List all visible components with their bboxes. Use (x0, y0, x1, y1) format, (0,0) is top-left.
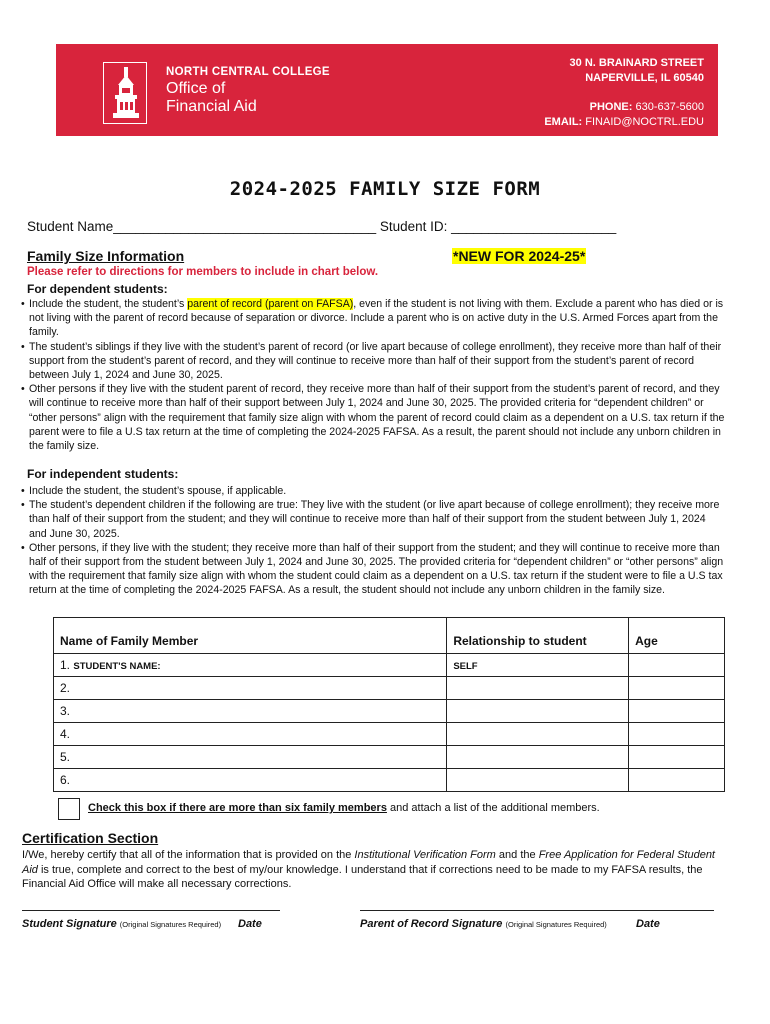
email-label: EMAIL: (544, 116, 583, 128)
relationship-cell[interactable] (447, 677, 629, 700)
address-line-1: 30 N. BRAINARD STREET (569, 57, 704, 69)
checkbox-label-rest: and attach a list of the additional members. (386, 802, 600, 814)
address-line-2: NAPERVILLE, IL 60540 (585, 72, 704, 84)
row-label: STUDENT'S NAME: (73, 661, 161, 672)
form-title: 2024-2025 FAMILY SIZE FORM (229, 178, 541, 200)
name-cell[interactable]: 5. (54, 746, 447, 769)
age-cell[interactable] (629, 677, 725, 700)
cert-text: I/We, hereby certify that all of the information that is provided on the (22, 849, 355, 861)
office-address (570, 56, 704, 86)
office-contact (544, 100, 704, 130)
dependent-list (21, 297, 726, 453)
highlight-parent-of-record: parent of record (parent on FAFSA) (187, 298, 354, 310)
phone-line (544, 100, 704, 115)
name-cell[interactable]: 4. (54, 723, 447, 746)
phone-label: PHONE: (589, 101, 633, 113)
relationship-cell[interactable] (447, 654, 629, 677)
checkbox-label-bold: Check this box if there are more than six family members (88, 802, 387, 814)
name-cell[interactable]: 3. (54, 700, 447, 723)
directions-note: Please refer to directions for members to include in chart below. (27, 266, 379, 278)
family-members-table (53, 617, 725, 792)
dependent-heading: For dependent students: (27, 282, 168, 296)
college-logo (103, 62, 147, 124)
name-cell[interactable] (54, 654, 447, 677)
age-cell[interactable] (629, 746, 725, 769)
name-cell[interactable]: 2. (54, 677, 447, 700)
age-cell[interactable] (629, 654, 725, 677)
dependent-bullet-2: • The student’s siblings if they live with the student’s parent of record (or live apart because of college enrollment), they receive more than half of their support from the student’s parent of record, and they will continue to receive more than half of their support from the student’s parent of record between July 1, 2024 and June 30, 2025. (21, 340, 726, 383)
office-line-1: Office of (166, 80, 226, 97)
col-relationship-header: Relationship to student (447, 618, 629, 654)
phone-number: 630-637-5600 (635, 101, 704, 113)
student-signature-text: Student Signature (22, 918, 117, 930)
age-cell[interactable] (629, 700, 725, 723)
row-number: 1. (60, 658, 71, 672)
parent-signature-line[interactable] (360, 910, 714, 911)
relationship-cell[interactable] (447, 746, 629, 769)
signature-note: (Original Signatures Required) (119, 920, 222, 929)
bullet-text: Include the student, the student’s (29, 298, 188, 310)
table-row (54, 700, 725, 723)
cert-form-name: Institutional Verification Form (354, 849, 496, 861)
new-badge: *NEW FOR 2024-25* (453, 248, 586, 264)
independent-bullet-1: • Include the student, the student’s spouse, if applicable. (21, 484, 726, 498)
student-signature-label (22, 918, 221, 930)
checkbox-label (88, 802, 600, 814)
table-row (54, 723, 725, 746)
independent-bullet-3: • Other persons, if they live with the student; they receive more than half of their support from the student; and they will continue to receive more than half of their support from the student between July 1, 2024 and June 30, 2025. The provided criteria for “dependent children” or “other persons” align with the requirement that family size align with whom the student could claim as a dependent on a U.S. tax return if the student were to file a U.S tax return at the time of completing the 2024-2025 FAFSA. As a result, the student should not include any unborn children in the family size. (21, 541, 726, 598)
cert-text: is true, complete and correct to the best of my/our knowledge. I understand that if corrections need to be made to my FAFSA results, the Financial Aid Office will make all necessary corrections. (22, 863, 703, 890)
certification-heading: Certification Section (22, 830, 159, 846)
name-cell[interactable]: 6. (54, 769, 447, 792)
parent-signature-text: Parent of Record Signature (360, 918, 503, 930)
more-members-checkbox[interactable] (58, 798, 80, 820)
age-cell[interactable] (629, 769, 725, 792)
student-date-label: Date (238, 918, 262, 930)
bullet-text: , even if the student is not living with them. Exclude a parent who has died or is not living with the parent of record because of separation or divorce. Include a parent who is on active duty in the U.S. Armed Forces apart from the family. (29, 298, 724, 339)
college-name: NORTH CENTRAL COLLEGE (166, 66, 330, 78)
signature-note: (Original Signatures Required) (505, 920, 607, 929)
parent-date-label: Date (636, 918, 660, 930)
family-size-heading: Family Size Information (27, 248, 185, 264)
cert-fafsa-name: Free Application for Federal Student Aid (22, 849, 715, 876)
independent-heading: For independent students: (27, 467, 179, 481)
table-header-row (54, 618, 725, 654)
student-name-id-line[interactable]: Student Name___________________________________ Student ID: ______________________ (27, 219, 617, 234)
email-address: FINAID@NOCTRL.EDU (585, 116, 704, 128)
certification-text (22, 848, 722, 892)
relationship-cell[interactable] (447, 723, 629, 746)
table-row (54, 654, 725, 677)
table-row (54, 746, 725, 769)
bell-tower-icon (104, 63, 148, 125)
parent-signature-label (360, 918, 607, 930)
col-age-header: Age (629, 618, 725, 654)
relationship-value: SELF (453, 661, 478, 672)
dependent-bullet-1 (21, 297, 726, 340)
table-row (54, 769, 725, 792)
student-signature-line[interactable] (22, 910, 280, 911)
table-row (54, 677, 725, 700)
age-cell[interactable] (629, 723, 725, 746)
relationship-cell[interactable] (447, 700, 629, 723)
col-name-header: Name of Family Member (54, 618, 447, 654)
independent-list (21, 484, 726, 598)
cert-text: and the (495, 849, 539, 861)
dependent-bullet-3: • Other persons if they live with the student parent of record, they receive more than half of their support from the student’s parent of record, and they will continue to receive more than half of their support between July 1, 2024 and June 30, 2025. The provided criteria for “dependent children” or “other persons” align with the requirement that family size align with whom the parent of record could claim as a dependent on a U.S. tax return if the parent were to file a U.S tax return at the time of completing the 2024-2025 FAFSA. As a result, the parent should not include any unborn children in the family size. (21, 382, 726, 453)
office-line-2: Financial Aid (166, 98, 257, 115)
relationship-cell[interactable] (447, 769, 629, 792)
email-line (544, 115, 704, 130)
office-name (166, 80, 257, 116)
independent-bullet-2: • The student’s dependent children if the following are true: They live with the student (or live apart because of college enrollment); they receive more than half of their support from the student; and they will continue to receive more than half of their support from the student between July 1, 2024 and June 30, 2025. (21, 498, 726, 541)
